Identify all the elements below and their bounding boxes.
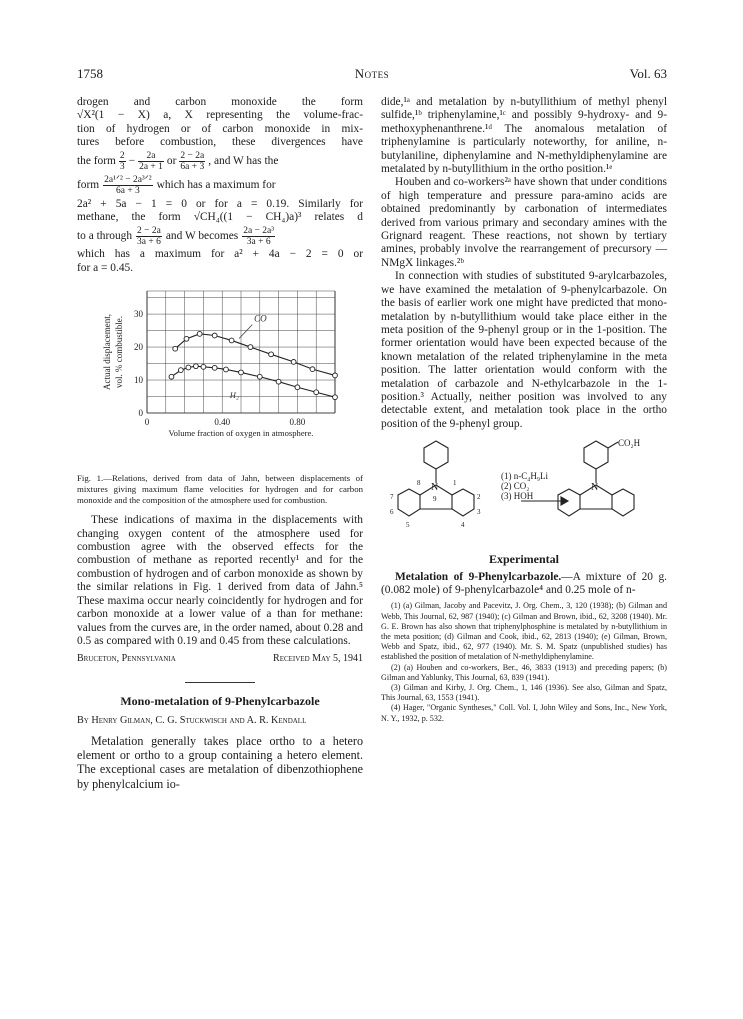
position-label: 9 bbox=[433, 495, 437, 504]
data-point bbox=[314, 390, 319, 395]
product-right-ring bbox=[612, 489, 634, 516]
product-phenyl-ring bbox=[584, 441, 608, 469]
text-line: which has a maximum for a² + 4a − 2 = 0 or bbox=[77, 248, 363, 261]
x-tick-label: 0.80 bbox=[289, 417, 306, 428]
position-label: 5 bbox=[406, 521, 410, 530]
text-line: drogen and carbon monoxide the form bbox=[77, 96, 363, 108]
body-paragraph: These indications of maxima in the displacements with changing oxygen content of the atmosphere used for combustion agree with the observed effects for the combustion of methane as reported recently¹ and for the combustion of hydrogen and of carbon monoxide as shown by the similar relations in Fig. 1 derived from data of Jahn.⁵ These maxima occur nearly coincidently for hydrogen and for carbon monoxide at a lower value of a than for methane: values from the curves are, in the order named, about 0.28 and 0.5 as compared with 0.19 and 0.45 from these calculations. bbox=[77, 514, 363, 647]
position-label: 3 bbox=[477, 508, 481, 517]
body-paragraph: dide,¹ᵃ and metalation by n-butyllithium of methyl phenyl sulfide,¹ᵇ triphenylamine,¹ᶜ and possibly 9-hydroxy- and 9-methoxyphenanthrene.¹ᵈ The anomalous metalation of triphenylamine is particularly noteworthy, for aniline, n-butylaniline, diphenylamine and N-methyldiphenylamine are metalated by n-butyllithium in the ortho position.¹ᵉ bbox=[381, 96, 667, 176]
position-label: 7 bbox=[390, 493, 394, 502]
text-run: , and W has the bbox=[208, 154, 279, 167]
text-line: tures before combustion, these divergences have bbox=[77, 136, 363, 149]
text-run: the form bbox=[77, 154, 116, 167]
running-header bbox=[77, 66, 667, 82]
reaction-diagram bbox=[381, 437, 667, 549]
reagent-step: (2) CO₂ bbox=[501, 481, 530, 492]
page-number: 1758 bbox=[77, 66, 103, 81]
note-title: Mono-metalation of 9-Phenylcarbazole bbox=[120, 693, 320, 708]
fraction: $\frac{\text{2a¹ᐟ² − 2a³ᐟ²}}{6a + 3}$ bbox=[104, 175, 152, 197]
data-point bbox=[178, 368, 183, 373]
fraction: $\frac{2a}{2a + 1}$ bbox=[139, 151, 163, 173]
figure-1 bbox=[77, 283, 363, 506]
reaction-scheme bbox=[381, 437, 667, 549]
data-point bbox=[229, 338, 234, 343]
data-point bbox=[333, 395, 338, 400]
position-label: 4 bbox=[461, 521, 465, 530]
data-point bbox=[212, 366, 217, 371]
y-axis-label: Actual displacement, bbox=[102, 314, 112, 391]
x-tick-label: 0.40 bbox=[214, 417, 231, 428]
carbazole-right-ring bbox=[452, 489, 474, 516]
y-tick-label: 0 bbox=[138, 408, 143, 419]
position-label: 1 bbox=[453, 479, 457, 488]
section-title: Notes bbox=[354, 66, 390, 81]
experimental-heading: Experimental bbox=[489, 552, 559, 567]
data-point bbox=[295, 385, 300, 390]
x-axis-label: Volume fraction of oxygen in atmosphere. bbox=[168, 428, 314, 439]
carboxyl-label: CO₂H bbox=[618, 438, 641, 449]
data-point bbox=[197, 332, 202, 337]
reagent-step: (3) HOH bbox=[501, 491, 534, 502]
body-paragraph: Houben and co-workers²ᵃ have shown that under conditions of high temperature and pressure para-amino acids are obtained predominantly by carbonation of intermediates derived from various primary and secondary amines with the Grignard reagent. These reactions, not shown by tertiary amines, probably involve the rearrangement of precursory —NMgX linkages.²ᵇ bbox=[381, 176, 667, 269]
footnote: (4) Hager, "Organic Syntheses," Coll. Vol. I, John Wiley and Sons, Inc., New York, N. Y., 1932, p. 532. bbox=[381, 703, 667, 723]
run-in-heading: Metalation of 9-Phenylcarbazole. bbox=[395, 570, 562, 583]
displacement-chart bbox=[77, 283, 363, 471]
fraction: $\frac{2}{3}$ bbox=[119, 151, 125, 173]
y-axis-label: vol. % combustible. bbox=[114, 316, 124, 389]
right-column bbox=[381, 96, 667, 724]
body-paragraph: In connection with studies of substituted 9-arylcarbazoles, we have examined the metalation of 9-phenylcarbazole. On the basis of earlier work one might have predicted that mono-metalation by n-butyllithium would take place either in the meta position of the 9-phenyl group or in the 1-position. The former orientation would have been expected because of the known metalation of the related triphenylamine in the meta position. The latter orientation would conform with the metalation of carbazole and N-ethylcarbazole in the 1-position.³ Actually, neither position was involved to any detectable extent, and metalation took place in the ortho position of the 9-phenyl group. bbox=[381, 270, 667, 430]
text-run: and W becomes bbox=[165, 229, 239, 242]
text-run: to a through bbox=[77, 229, 133, 242]
x-tick-label: 0 bbox=[144, 417, 150, 428]
carboxyl-bond bbox=[608, 442, 618, 448]
y-tick-label: 30 bbox=[134, 309, 143, 320]
text-run: or bbox=[166, 154, 177, 167]
experimental-text: —A mixture of 20 g. (0.082 mole) of 9-phenylcarbazole⁴ and 0.25 mole of n- bbox=[381, 570, 667, 596]
y-tick-label: 10 bbox=[134, 375, 143, 386]
curve-annotation-h2: H₂ bbox=[229, 390, 239, 401]
fraction: $\frac{2 - 2a}{6a + 3}$ bbox=[180, 151, 205, 173]
position-label: 2 bbox=[477, 493, 481, 502]
signoff-place: Bruceton, Pennsylvania bbox=[77, 653, 176, 665]
data-point bbox=[212, 333, 217, 338]
nitrogen-label: N bbox=[591, 482, 599, 494]
data-point bbox=[310, 367, 315, 372]
data-point bbox=[184, 337, 189, 342]
signoff-received: Received May 5, 1941 bbox=[273, 653, 363, 665]
figure-caption: Fig. 1.—Relations, derived from data of Jahn, between displacements of mixtures giving maximum flame velocities for hydrogen and for carbon monoxide and the composition of the atmosphere used for combustion. bbox=[77, 473, 363, 506]
footnote: (3) Gilman and Kirby, J. Org. Chem., 1, 146 (1936). See also, Gilman and Spatz, This Journal, 63, 1553 (1941). bbox=[381, 683, 667, 703]
data-point bbox=[186, 365, 191, 370]
data-point bbox=[173, 347, 178, 352]
text-line-fractions bbox=[77, 174, 363, 198]
volume-label: Vol. 63 bbox=[629, 66, 667, 81]
carbazole-left-ring bbox=[398, 489, 420, 516]
text-line-fractions bbox=[77, 224, 363, 248]
text-run: form bbox=[77, 178, 100, 191]
text-line: for a = 0.45. bbox=[77, 261, 134, 274]
text-line: √X²(1 − X) a, X representing the volume-frac- bbox=[77, 109, 363, 122]
data-point bbox=[193, 364, 198, 369]
fraction: $\frac{\text{2a − 2a³}}{3a + 6}$ bbox=[243, 225, 275, 247]
formula-paragraph bbox=[77, 96, 363, 275]
data-point bbox=[333, 373, 338, 378]
data-point bbox=[239, 370, 244, 375]
separator-rule bbox=[185, 682, 255, 683]
text-line-fractions bbox=[77, 150, 363, 174]
y-tick-label: 20 bbox=[134, 342, 143, 353]
text-run: which has a maximum for bbox=[156, 178, 276, 191]
data-point bbox=[291, 360, 296, 365]
signoff bbox=[77, 652, 363, 665]
data-point bbox=[224, 367, 229, 372]
data-point bbox=[276, 380, 281, 385]
body-paragraph: Metalation generally takes place ortho to a hetero element or ortho to a group containing a hetero element. The exceptional cases are metalation of dibenzothiophene by phenylcalcium io- bbox=[77, 733, 363, 791]
left-column bbox=[77, 96, 363, 791]
text-line: tion of hydrogen or of carbon monoxide in mix- bbox=[77, 122, 363, 135]
footnote: (1) (a) Gilman, Jacoby and Pacevitz, J. Org. Chem., 3, 120 (1938); (b) Gilman and Webb, This Journal, 62, 987 (1940); (c) Gilman and Brown, ibid., 62, 3208 (1940). Mr. G. E. Brown has also shown that triphenylphosphine is metalated by n-butyllithium in the meta position; (d) Gilman and Cook, ibid., 62, 2813 (1940); (e) Gilman, Brown, Webb and Spatz, ibid., 62, 977 (1940). Mr. S. M. Spatz (unpublished studies) has established the position of metalation of N-methyldiphenylamine. bbox=[381, 601, 667, 662]
note-authors: By Henry Gilman, C. G. Stuckwisch and A. R. Kendall bbox=[77, 715, 307, 727]
data-point bbox=[257, 375, 262, 380]
data-point bbox=[248, 345, 253, 350]
text-line: 2a² + 5a − 1 = 0 or for a = 0.19. Similarly for bbox=[77, 197, 363, 210]
data-point bbox=[201, 365, 206, 370]
data-point bbox=[269, 352, 274, 357]
reagent-step: (1) n-C₄H₉Li bbox=[501, 471, 549, 482]
arrow-head bbox=[561, 497, 568, 505]
nitrogen-label: N bbox=[431, 482, 439, 494]
position-label: 6 bbox=[390, 508, 394, 517]
footnote: (2) (a) Houben and co-workers, Ber., 46, 3833 (1913) and preceding papers; (b) Gilman and Yablunky, This Journal, 63, 839 (1941). bbox=[381, 662, 667, 682]
fraction: $\frac{2 - 2a}{3a + 6}$ bbox=[137, 225, 161, 247]
text-line: methane, the form √CH₄((1 − CH₄)a)³ relates d bbox=[77, 211, 363, 224]
phenyl-ring bbox=[424, 441, 448, 469]
data-point bbox=[169, 375, 174, 380]
minus-sign: − bbox=[128, 154, 136, 167]
curve-annotation-co: CO bbox=[254, 313, 267, 324]
position-label: 8 bbox=[417, 479, 421, 488]
experimental-paragraph bbox=[381, 571, 667, 598]
